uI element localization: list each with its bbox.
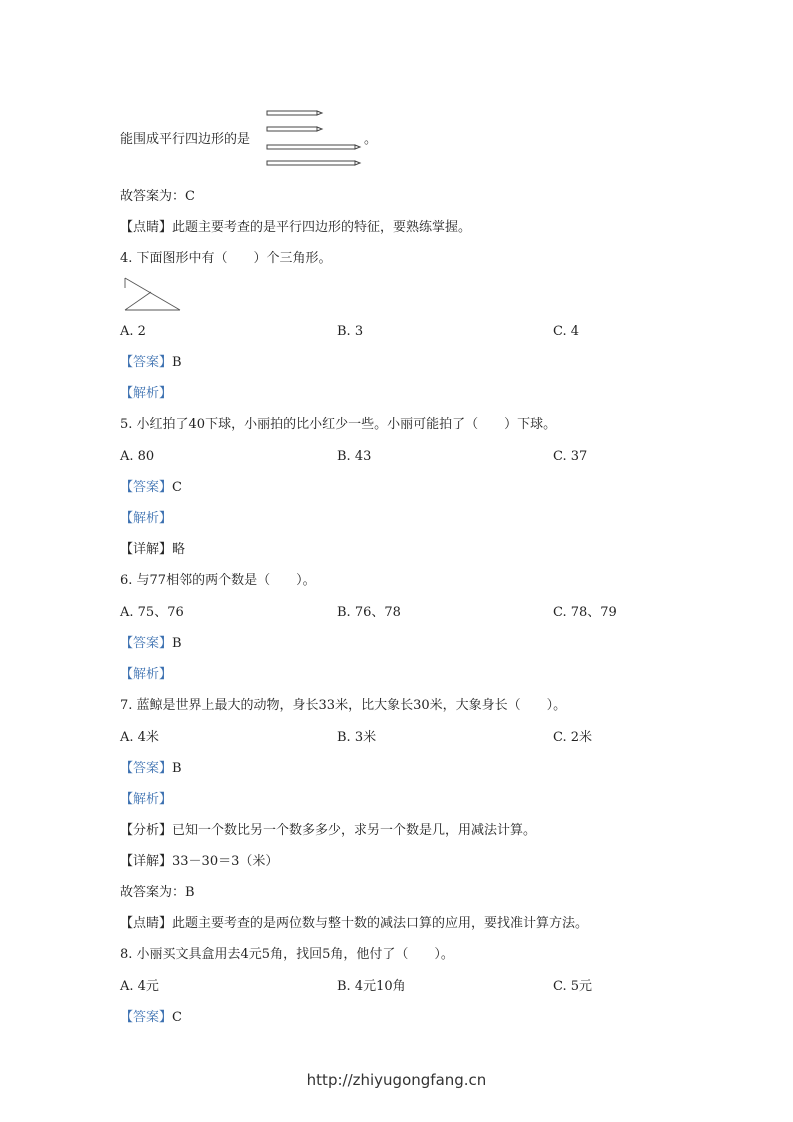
pencil-4 bbox=[267, 161, 355, 165]
q5-answer-tag: 【答案】 bbox=[120, 480, 173, 495]
q3-period: 。 bbox=[364, 132, 378, 147]
q5-detail-text: 略 bbox=[172, 542, 186, 557]
q5-stem: 5. 小红拍了40下球，小丽拍的比小红少一些。小丽可能拍了（ ）下球。 bbox=[120, 417, 557, 432]
q6-option-c: C. 78、79 bbox=[553, 605, 617, 620]
q7-dianjing-tag: 【点睛】 bbox=[120, 916, 173, 931]
q8-stem: 8. 小丽买文具盒用去4元5角，找回5角，他付了（ ）。 bbox=[120, 947, 454, 962]
q6-answer bbox=[120, 635, 182, 653]
pencil-1 bbox=[267, 111, 317, 115]
q4-answer-value: B bbox=[172, 355, 182, 370]
q7-fenxi bbox=[120, 822, 536, 840]
q4-option-b: B. 3 bbox=[337, 324, 364, 339]
q5-option-a: A. 80 bbox=[120, 449, 155, 464]
q3-dianjing-text: 此题主要考查的是平行四边形的特征，要熟练掌握。 bbox=[172, 220, 472, 235]
q7-option-c: C. 2米 bbox=[553, 730, 593, 745]
q4-option-a: A. 2 bbox=[120, 324, 146, 339]
q8-answer bbox=[120, 1009, 182, 1027]
q6-option-a: A. 75、76 bbox=[120, 605, 184, 620]
q4-option-c: C. 4 bbox=[553, 324, 580, 339]
q7-answer bbox=[120, 760, 182, 778]
q5-option-b: B. 43 bbox=[337, 449, 372, 464]
q8-option-b: B. 4元10角 bbox=[337, 979, 406, 994]
q7-dianjing bbox=[120, 915, 588, 933]
pencils-figure bbox=[265, 108, 365, 172]
q7-detail bbox=[120, 853, 278, 871]
q3-dianjing bbox=[120, 219, 471, 237]
q5-answer bbox=[120, 479, 182, 497]
q7-detail-text: 33－30＝3（米） bbox=[172, 854, 279, 869]
q6-answer-value: B bbox=[172, 636, 182, 651]
q7-analysis-tag: 【解析】 bbox=[120, 792, 173, 807]
q8-option-a: A. 4元 bbox=[120, 979, 159, 994]
q3-tail-text: 能围成平行四边形的是 bbox=[120, 132, 251, 147]
q5-detail bbox=[120, 541, 185, 559]
q7-fenxi-tag: 【分析】 bbox=[120, 823, 173, 838]
q5-analysis-tag: 【解析】 bbox=[120, 511, 173, 526]
pencil-3 bbox=[267, 145, 355, 149]
triangle-figure bbox=[123, 275, 183, 315]
q4-analysis-tag: 【解析】 bbox=[120, 386, 173, 401]
q7-dianjing-text: 此题主要考查的是两位数与整十数的减法口算的应用，要找准计算方法。 bbox=[172, 916, 589, 931]
q6-option-b: B. 76、78 bbox=[337, 605, 401, 620]
q7-stem: 7. 蓝鲸是世界上最大的动物，身长33米，比大象长30米，大象身长（ ）。 bbox=[120, 698, 567, 713]
q3-dianjing-tag: 【点睛】 bbox=[120, 220, 173, 235]
q6-stem: 6. 与77相邻的两个数是（ ）。 bbox=[120, 573, 316, 588]
q7-answer-value: B bbox=[172, 761, 182, 776]
q6-analysis-tag: 【解析】 bbox=[120, 667, 173, 682]
pencil-2 bbox=[267, 127, 317, 131]
footer-url: http://zhiyugongfang.cn bbox=[306, 1071, 487, 1089]
q7-fenxi-text: 已知一个数比另一个数多多少，求另一个数是几，用减法计算。 bbox=[172, 823, 537, 838]
q7-option-a: A. 4米 bbox=[120, 730, 159, 745]
q3-answer-line: 故答案为：C bbox=[120, 189, 195, 204]
q5-option-c: C. 37 bbox=[553, 449, 588, 464]
q6-answer-tag: 【答案】 bbox=[120, 636, 173, 651]
q5-detail-tag: 【详解】 bbox=[120, 542, 173, 557]
q4-stem: 4. 下面图形中有（ ）个三角形。 bbox=[120, 251, 332, 266]
q3-conclusion bbox=[120, 131, 250, 149]
q4-answer-tag: 【答案】 bbox=[120, 355, 173, 370]
q7-answer-tag: 【答案】 bbox=[120, 761, 173, 776]
q7-detail-tag: 【详解】 bbox=[120, 854, 173, 869]
q7-option-b: B. 3米 bbox=[337, 730, 377, 745]
q8-answer-tag: 【答案】 bbox=[120, 1010, 173, 1025]
q4-answer bbox=[120, 354, 182, 372]
q7-answer-line: 故答案为：B bbox=[120, 885, 195, 900]
q5-answer-value: C bbox=[172, 480, 182, 495]
q8-answer-value: C bbox=[172, 1010, 182, 1025]
q8-option-c: C. 5元 bbox=[553, 979, 593, 994]
